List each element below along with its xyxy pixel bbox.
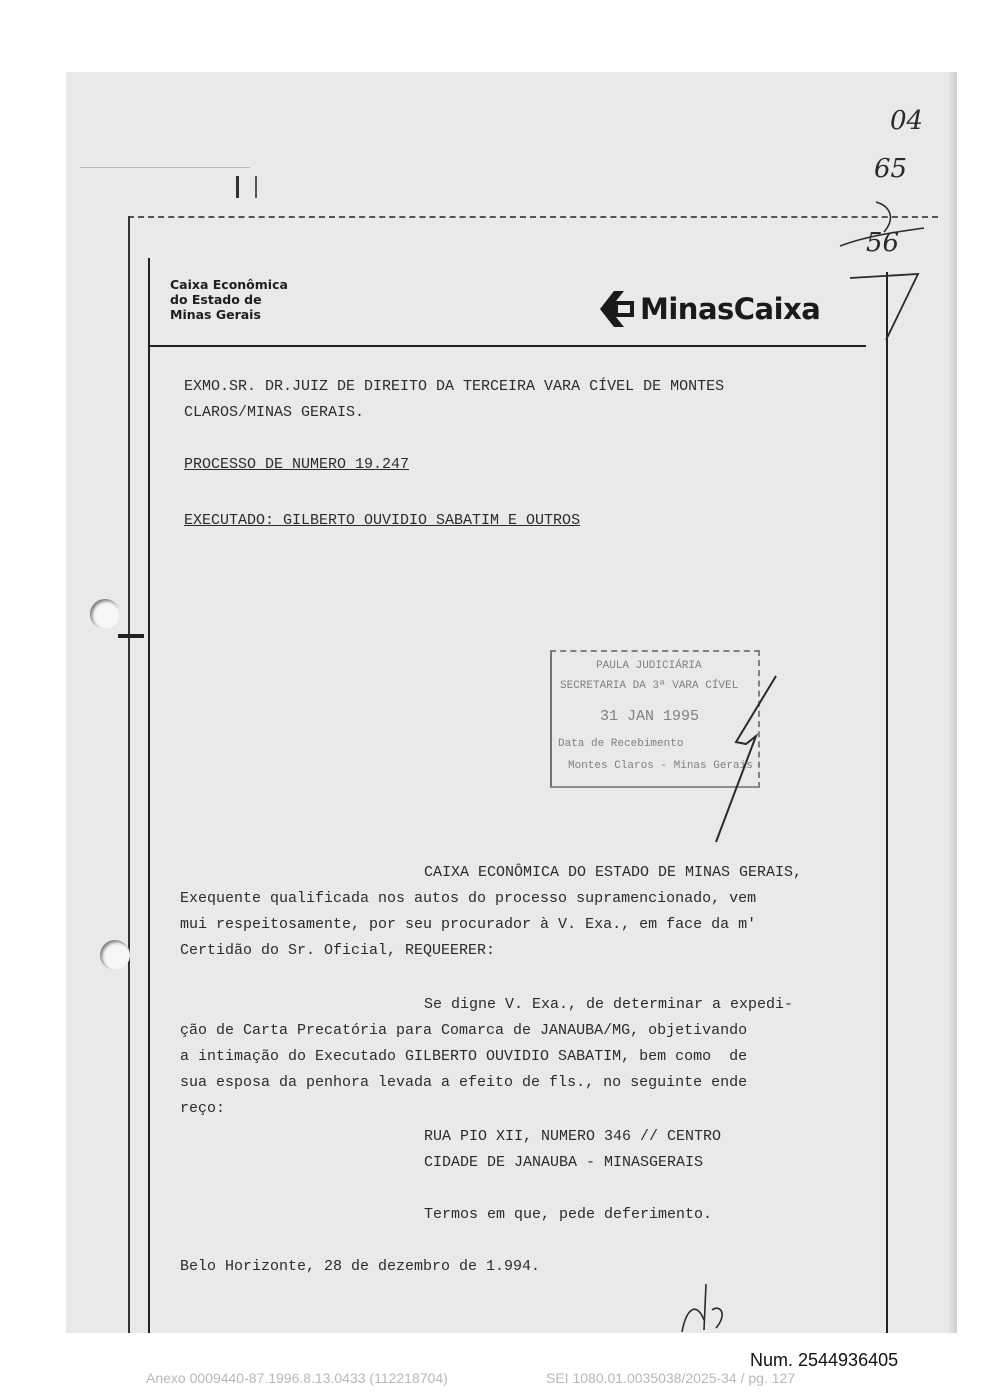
handwritten-page-number: 56 [866, 228, 900, 258]
header-rule [148, 345, 866, 347]
body-text: sua esposa da penhora levada a efeito de fls., no seguinte ende [180, 1074, 748, 1091]
address-line: CLAROS/MINAS GERAIS. [184, 404, 365, 421]
stamp-line: SECRETARIA DA 3ª VARA CÍVEL [560, 680, 739, 692]
address-detail: CIDADE DE JANAUBA - MINASGERAIS [424, 1154, 704, 1171]
document-number: Num. 2544936405 [750, 1350, 899, 1370]
body-text: Certidão do Sr. Oficial, REQUEERER: [180, 942, 496, 959]
form-border-dashed [128, 216, 938, 218]
process-number: PROCESSO DE NUMERO 19.247 [184, 456, 410, 473]
scanned-page [66, 72, 957, 1333]
body-text: ção de Carta Precatória para Comarca de JANAUBA/MG, objetivando [180, 1022, 748, 1039]
scan-edge [949, 72, 957, 1333]
address-line: EXMO.SR. DR.JUIZ DE DIREITO DA TERCEIRA VARA CÍVEL DE MONTES [184, 378, 725, 395]
body-text: reço: [180, 1100, 226, 1117]
letterhead-org [170, 277, 288, 322]
form-frame-left [148, 258, 150, 1333]
address-detail: RUA PIO XII, NUMERO 346 // CENTRO [424, 1128, 722, 1145]
handwritten-page-number: 65 [874, 154, 908, 184]
body-text: mui respeitosamente, por seu procurador à V. Exa., em face da m' [180, 916, 757, 933]
sei-reference: SEI 1080.01.0035038/2025-34 / pg. 127 [546, 1370, 796, 1386]
stamp-date: 31 JAN 1995 [600, 708, 700, 725]
org-line: do Estado de [170, 292, 262, 307]
minascaixa-logo [594, 284, 820, 334]
body-text: Se digne V. Exa., de determinar a expedi- [424, 996, 794, 1013]
logo-emblem-icon [594, 289, 636, 329]
signature-icon [676, 1280, 736, 1333]
annex-reference: Anexo 0009440-87.1996.8.13.0433 (112218704) [146, 1370, 448, 1386]
stamp-line: PAULA JUDICIÁRIA [596, 660, 702, 672]
body-text: Exequente qualificada nos autos do processo supramencionado, vem [180, 890, 757, 907]
scan-mark [80, 167, 250, 174]
scan-mark [118, 634, 144, 638]
logo-text: MinasCaixa [640, 292, 821, 326]
signature-icon [676, 672, 786, 852]
form-border-left [128, 216, 130, 1333]
org-line: Caixa Econômica [170, 277, 288, 292]
punch-hole [100, 940, 130, 970]
stamp-line: Montes Claros - Minas Gerais [568, 760, 753, 772]
form-frame-right [886, 272, 888, 1333]
handwritten-page-number: 04 [890, 106, 924, 136]
handwritten-marks-icon [836, 172, 926, 342]
stamp-line: Data de Recebimento [558, 738, 684, 750]
executed-party: EXECUTADO: GILBERTO OUVIDIO SABATIM E OUTROS [184, 512, 581, 529]
punch-hole [90, 599, 120, 629]
body-text: a intimação do Executado GILBERTO OUVIDIO SABATIM, bem como de [180, 1048, 748, 1065]
place-date: Belo Horizonte, 28 de dezembro de 1.994. [180, 1258, 541, 1275]
closing-text: Termos em que, pede deferimento. [424, 1206, 713, 1223]
body-text: CAIXA ECONÔMICA DO ESTADO DE MINAS GERAIS, [424, 864, 803, 881]
org-line: Minas Gerais [170, 307, 261, 322]
scan-mark [236, 176, 257, 198]
